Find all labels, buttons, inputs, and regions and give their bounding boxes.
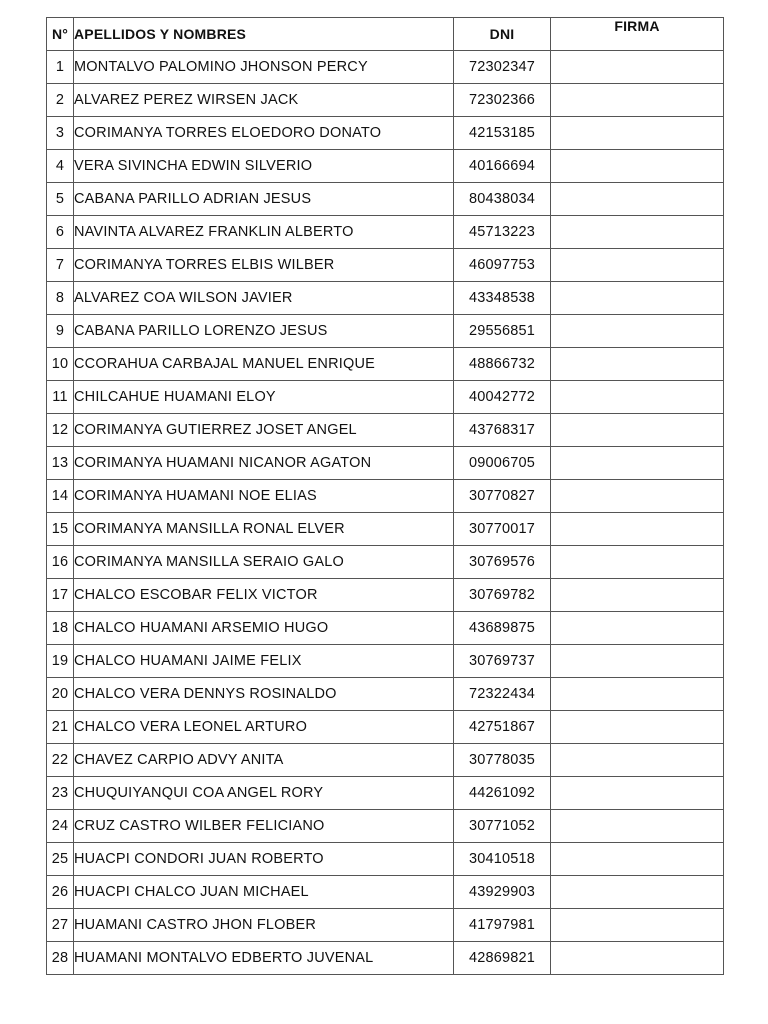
row-full-name: HUACPI CONDORI JUAN ROBERTO: [74, 843, 454, 876]
row-dni: 42153185: [454, 117, 551, 150]
row-number: 6: [47, 216, 74, 249]
row-number: 16: [47, 546, 74, 579]
row-dni: 42751867: [454, 711, 551, 744]
table-row: [47, 447, 724, 480]
row-dni: 80438034: [454, 183, 551, 216]
row-dni: 30771052: [454, 810, 551, 843]
table-body: [47, 51, 724, 975]
row-number: 21: [47, 711, 74, 744]
row-signature-cell: [551, 612, 724, 645]
row-dni: 30769782: [454, 579, 551, 612]
row-number: 1: [47, 51, 74, 84]
row-signature-cell: [551, 843, 724, 876]
row-number: 10: [47, 348, 74, 381]
row-full-name: CORIMANYA HUAMANI NICANOR AGATON: [74, 447, 454, 480]
row-number: 3: [47, 117, 74, 150]
row-signature-cell: [551, 84, 724, 117]
table-row: [47, 678, 724, 711]
row-full-name: CCORAHUA CARBAJAL MANUEL ENRIQUE: [74, 348, 454, 381]
row-dni: 72302366: [454, 84, 551, 117]
row-signature-cell: [551, 909, 724, 942]
table-row: [47, 645, 724, 678]
attendance-table: [46, 17, 724, 975]
row-full-name: HUAMANI CASTRO JHON FLOBER: [74, 909, 454, 942]
table-row: [47, 414, 724, 447]
row-number: 20: [47, 678, 74, 711]
table-row: [47, 348, 724, 381]
row-dni: 72322434: [454, 678, 551, 711]
row-number: 26: [47, 876, 74, 909]
row-dni: 40166694: [454, 150, 551, 183]
table-row: [47, 546, 724, 579]
row-full-name: CHILCAHUE HUAMANI ELOY: [74, 381, 454, 414]
row-number: 12: [47, 414, 74, 447]
table-row: [47, 744, 724, 777]
row-signature-cell: [551, 447, 724, 480]
row-number: 27: [47, 909, 74, 942]
row-dni: 44261092: [454, 777, 551, 810]
row-signature-cell: [551, 810, 724, 843]
row-dni: 41797981: [454, 909, 551, 942]
table-row: [47, 183, 724, 216]
row-dni: 43348538: [454, 282, 551, 315]
row-signature-cell: [551, 282, 724, 315]
row-full-name: CORIMANYA MANSILLA SERAIO GALO: [74, 546, 454, 579]
row-full-name: CORIMANYA HUAMANI NOE ELIAS: [74, 480, 454, 513]
table-row: [47, 249, 724, 282]
row-full-name: NAVINTA ALVAREZ FRANKLIN ALBERTO: [74, 216, 454, 249]
row-signature-cell: [551, 942, 724, 975]
row-signature-cell: [551, 678, 724, 711]
row-signature-cell: [551, 117, 724, 150]
header-signature: FIRMA: [551, 18, 724, 51]
table-row: [47, 117, 724, 150]
row-full-name: CHALCO HUAMANI JAIME FELIX: [74, 645, 454, 678]
row-number: 11: [47, 381, 74, 414]
table-header: [47, 18, 724, 51]
table-row: [47, 810, 724, 843]
table-row: [47, 84, 724, 117]
row-dni: 42869821: [454, 942, 551, 975]
row-full-name: CORIMANYA TORRES ELOEDORO DONATO: [74, 117, 454, 150]
row-signature-cell: [551, 183, 724, 216]
row-number: 22: [47, 744, 74, 777]
header-row: [47, 18, 724, 51]
row-number: 28: [47, 942, 74, 975]
row-dni: 43929903: [454, 876, 551, 909]
row-number: 4: [47, 150, 74, 183]
row-number: 19: [47, 645, 74, 678]
row-number: 8: [47, 282, 74, 315]
row-full-name: MONTALVO PALOMINO JHONSON PERCY: [74, 51, 454, 84]
row-number: 25: [47, 843, 74, 876]
row-signature-cell: [551, 150, 724, 183]
row-full-name: CABANA PARILLO ADRIAN JESUS: [74, 183, 454, 216]
row-signature-cell: [551, 711, 724, 744]
table-row: [47, 51, 724, 84]
row-dni: 09006705: [454, 447, 551, 480]
row-dni: 29556851: [454, 315, 551, 348]
row-full-name: VERA SIVINCHA EDWIN SILVERIO: [74, 150, 454, 183]
row-dni: 30778035: [454, 744, 551, 777]
table-row: [47, 216, 724, 249]
row-signature-cell: [551, 579, 724, 612]
header-dni: DNI: [454, 18, 551, 51]
row-dni: 43768317: [454, 414, 551, 447]
row-number: 24: [47, 810, 74, 843]
table-row: [47, 909, 724, 942]
row-full-name: HUAMANI MONTALVO EDBERTO JUVENAL: [74, 942, 454, 975]
row-signature-cell: [551, 51, 724, 84]
row-full-name: CHALCO VERA LEONEL ARTURO: [74, 711, 454, 744]
row-dni: 48866732: [454, 348, 551, 381]
table-row: [47, 612, 724, 645]
row-full-name: CHALCO HUAMANI ARSEMIO HUGO: [74, 612, 454, 645]
table-row: [47, 579, 724, 612]
table-row: [47, 381, 724, 414]
table-row: [47, 282, 724, 315]
row-signature-cell: [551, 348, 724, 381]
row-dni: 43689875: [454, 612, 551, 645]
row-signature-cell: [551, 414, 724, 447]
table-row: [47, 777, 724, 810]
row-number: 18: [47, 612, 74, 645]
row-number: 7: [47, 249, 74, 282]
row-dni: 72302347: [454, 51, 551, 84]
row-signature-cell: [551, 744, 724, 777]
table-row: [47, 942, 724, 975]
row-full-name: CORIMANYA MANSILLA RONAL ELVER: [74, 513, 454, 546]
row-full-name: HUACPI CHALCO JUAN MICHAEL: [74, 876, 454, 909]
row-dni: 30410518: [454, 843, 551, 876]
row-signature-cell: [551, 216, 724, 249]
table-row: [47, 843, 724, 876]
row-dni: 30770827: [454, 480, 551, 513]
row-number: 13: [47, 447, 74, 480]
table-row: [47, 711, 724, 744]
row-full-name: CHALCO ESCOBAR FELIX VICTOR: [74, 579, 454, 612]
row-full-name: ALVAREZ COA WILSON JAVIER: [74, 282, 454, 315]
row-number: 17: [47, 579, 74, 612]
row-signature-cell: [551, 249, 724, 282]
table-row: [47, 480, 724, 513]
row-number: 14: [47, 480, 74, 513]
row-dni: 30769737: [454, 645, 551, 678]
row-signature-cell: [551, 381, 724, 414]
row-full-name: ALVAREZ PEREZ WIRSEN JACK: [74, 84, 454, 117]
row-number: 5: [47, 183, 74, 216]
row-signature-cell: [551, 876, 724, 909]
table-row: [47, 315, 724, 348]
row-full-name: CHAVEZ CARPIO ADVY ANITA: [74, 744, 454, 777]
row-signature-cell: [551, 645, 724, 678]
table-row: [47, 150, 724, 183]
row-full-name: CRUZ CASTRO WILBER FELICIANO: [74, 810, 454, 843]
row-full-name: CORIMANYA GUTIERREZ JOSET ANGEL: [74, 414, 454, 447]
row-number: 9: [47, 315, 74, 348]
row-number: 23: [47, 777, 74, 810]
row-full-name: CORIMANYA TORRES ELBIS WILBER: [74, 249, 454, 282]
row-number: 2: [47, 84, 74, 117]
header-number: N°: [47, 18, 74, 51]
row-signature-cell: [551, 513, 724, 546]
row-dni: 45713223: [454, 216, 551, 249]
row-signature-cell: [551, 480, 724, 513]
row-full-name: CHUQUIYANQUI COA ANGEL RORY: [74, 777, 454, 810]
table-row: [47, 513, 724, 546]
row-dni: 30769576: [454, 546, 551, 579]
header-names: APELLIDOS Y NOMBRES: [74, 18, 454, 51]
row-signature-cell: [551, 777, 724, 810]
row-full-name: CHALCO VERA DENNYS ROSINALDO: [74, 678, 454, 711]
row-signature-cell: [551, 315, 724, 348]
table-row: [47, 876, 724, 909]
row-dni: 46097753: [454, 249, 551, 282]
row-dni: 40042772: [454, 381, 551, 414]
row-dni: 30770017: [454, 513, 551, 546]
row-full-name: CABANA PARILLO LORENZO JESUS: [74, 315, 454, 348]
row-number: 15: [47, 513, 74, 546]
row-signature-cell: [551, 546, 724, 579]
